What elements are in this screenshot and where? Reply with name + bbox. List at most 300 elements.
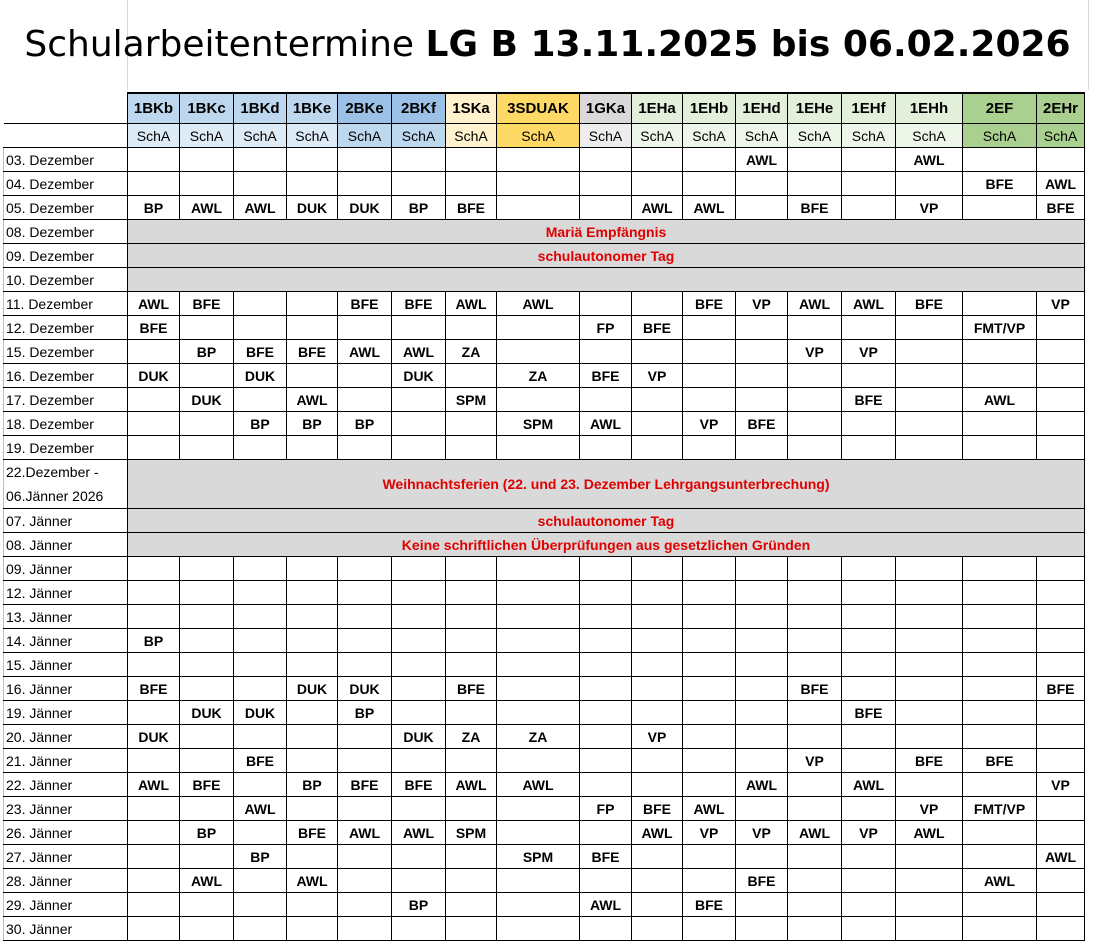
table-row — [4, 605, 1085, 629]
exam-cell — [497, 388, 580, 412]
exam-cell — [842, 845, 896, 869]
exam-cell — [128, 917, 180, 941]
holiday-cell — [128, 268, 1085, 292]
exam-cell — [788, 148, 842, 172]
exam-cell — [287, 605, 338, 629]
exam-cell: BFE — [580, 845, 632, 869]
exam-cell: BFE — [896, 749, 963, 773]
exam-cell: BFE — [788, 196, 842, 220]
exam-cell — [632, 629, 683, 653]
exam-cell — [842, 148, 896, 172]
exam-cell — [842, 725, 896, 749]
exam-cell — [580, 340, 632, 364]
exam-cell — [497, 148, 580, 172]
exam-cell — [632, 292, 683, 316]
exam-cell — [580, 917, 632, 941]
exam-cell: AWL — [963, 869, 1037, 893]
exam-cell — [683, 436, 736, 460]
table-row — [4, 292, 1085, 316]
exam-cell — [632, 172, 683, 196]
exam-cell: DUK — [180, 701, 234, 725]
exam-cell — [128, 581, 180, 605]
exam-cell: AWL — [180, 869, 234, 893]
exam-cell — [632, 605, 683, 629]
exam-cell — [180, 917, 234, 941]
exam-cell — [446, 797, 497, 821]
exam-cell — [963, 557, 1037, 581]
exam-cell — [287, 557, 338, 581]
exam-cell: BFE — [963, 749, 1037, 773]
exam-cell: AWL — [842, 292, 896, 316]
exam-cell — [788, 364, 842, 388]
exam-cell — [180, 749, 234, 773]
exam-cell — [736, 725, 788, 749]
exam-cell — [128, 340, 180, 364]
column-header-1bkc: 1BKc — [180, 93, 234, 124]
exam-cell: AWL — [963, 388, 1037, 412]
table-row — [4, 725, 1085, 749]
exam-cell — [446, 436, 497, 460]
exam-cell — [128, 172, 180, 196]
exam-cell: AWL — [736, 148, 788, 172]
exam-cell — [392, 845, 446, 869]
exam-cell — [788, 557, 842, 581]
exam-cell — [963, 677, 1037, 701]
exam-cell — [180, 172, 234, 196]
exam-cell — [683, 340, 736, 364]
exam-cell — [234, 148, 287, 172]
column-header-1gka: 1GKa — [580, 93, 632, 124]
exam-cell — [963, 845, 1037, 869]
date-cell: 13. Jänner — [4, 605, 128, 629]
exam-cell: ZA — [446, 340, 497, 364]
exam-cell: BP — [287, 412, 338, 436]
exam-cell: FP — [580, 797, 632, 821]
exam-cell — [580, 148, 632, 172]
title-bold: LG B 13.11.2025 bis 06.02.2026 — [425, 24, 1071, 65]
exam-cell: AWL — [180, 196, 234, 220]
exam-cell — [234, 773, 287, 797]
subheader-scha: SchA — [896, 124, 963, 148]
exam-cell — [338, 436, 392, 460]
exam-cell — [234, 388, 287, 412]
table-row — [4, 244, 1085, 268]
exam-cell — [632, 893, 683, 917]
exam-cell: BFE — [842, 388, 896, 412]
date-cell: 27. Jänner — [4, 845, 128, 869]
exam-cell: AWL — [788, 292, 842, 316]
table-row — [4, 268, 1085, 292]
date-cell — [4, 460, 128, 509]
exam-cell — [338, 148, 392, 172]
exam-cell: BFE — [338, 773, 392, 797]
exam-cell — [446, 749, 497, 773]
exam-cell — [446, 148, 497, 172]
holiday-cell: Weihnachtsferien (22. und 23. Dezember Lehrgangsunterbrechung) — [128, 460, 1085, 509]
exam-cell — [736, 172, 788, 196]
exam-cell — [580, 773, 632, 797]
exam-cell: VP — [842, 821, 896, 845]
table-row — [4, 148, 1085, 172]
exam-cell — [128, 557, 180, 581]
exam-cell: BFE — [287, 821, 338, 845]
exam-cell — [234, 316, 287, 340]
date-cell: 23. Jänner — [4, 797, 128, 821]
exam-cell — [497, 436, 580, 460]
exam-cell — [287, 653, 338, 677]
exam-cell — [896, 412, 963, 436]
exam-cell — [896, 388, 963, 412]
exam-cell — [180, 677, 234, 701]
exam-cell — [736, 797, 788, 821]
table-row — [4, 701, 1085, 725]
exam-cell — [896, 316, 963, 340]
exam-cell — [788, 893, 842, 917]
exam-cell: BFE — [632, 316, 683, 340]
exam-cell — [842, 412, 896, 436]
exam-cell: BFE — [683, 292, 736, 316]
exam-cell — [842, 629, 896, 653]
exam-cell — [1037, 148, 1085, 172]
exam-cell: BP — [392, 196, 446, 220]
table-row — [4, 581, 1085, 605]
exam-cell — [180, 412, 234, 436]
exam-cell — [683, 629, 736, 653]
exam-cell — [392, 388, 446, 412]
exam-cell — [392, 869, 446, 893]
exam-cell — [963, 148, 1037, 172]
subheader-scha: SchA — [963, 124, 1037, 148]
exam-cell — [128, 388, 180, 412]
exam-cell — [234, 172, 287, 196]
table-row — [4, 917, 1085, 941]
exam-cell — [287, 364, 338, 388]
table-row — [4, 340, 1085, 364]
exam-cell — [180, 893, 234, 917]
table-row — [4, 364, 1085, 388]
exam-cell — [497, 196, 580, 220]
exam-cell: BFE — [287, 340, 338, 364]
exam-cell: AWL — [338, 821, 392, 845]
table-row — [4, 893, 1085, 917]
exam-cell — [1037, 388, 1085, 412]
exam-cell — [683, 725, 736, 749]
exam-cell: SPM — [446, 388, 497, 412]
exam-cell — [896, 436, 963, 460]
exam-cell — [963, 653, 1037, 677]
exam-cell — [497, 316, 580, 340]
exam-cell: VP — [896, 797, 963, 821]
exam-cell — [497, 701, 580, 725]
exam-cell: DUK — [234, 364, 287, 388]
exam-cell — [446, 172, 497, 196]
exam-cell: BFE — [736, 412, 788, 436]
exam-cell — [896, 869, 963, 893]
exam-cell: DUK — [338, 196, 392, 220]
exam-cell — [338, 749, 392, 773]
exam-cell — [446, 845, 497, 869]
exam-cell — [632, 581, 683, 605]
exam-cell: DUK — [338, 677, 392, 701]
table-row — [4, 749, 1085, 773]
date-line-1: 22.Dezember - — [6, 464, 99, 480]
exam-cell — [632, 773, 683, 797]
exam-cell — [1037, 821, 1085, 845]
exam-cell: FMT/VP — [963, 797, 1037, 821]
exam-cell — [446, 917, 497, 941]
exam-cell — [497, 893, 580, 917]
exam-cell — [580, 677, 632, 701]
exam-cell: DUK — [287, 677, 338, 701]
exam-cell — [1037, 725, 1085, 749]
exam-cell — [234, 605, 287, 629]
subheader-blank — [4, 124, 128, 148]
table-row — [4, 196, 1085, 220]
exam-cell — [128, 412, 180, 436]
exam-cell — [497, 869, 580, 893]
exam-cell — [683, 869, 736, 893]
exam-cell — [392, 172, 446, 196]
exam-cell — [180, 148, 234, 172]
exam-cell — [683, 749, 736, 773]
exam-cell — [896, 893, 963, 917]
subheader-scha: SchA — [736, 124, 788, 148]
exam-cell: DUK — [180, 388, 234, 412]
exam-cell — [287, 436, 338, 460]
subheader-scha: SchA — [234, 124, 287, 148]
title-normal: Schularbeitentermine — [24, 24, 426, 65]
exam-cell — [736, 701, 788, 725]
exam-cell: BFE — [963, 172, 1037, 196]
column-header-2ef: 2EF — [963, 93, 1037, 124]
date-cell: 03. Dezember — [4, 148, 128, 172]
exam-cell — [497, 340, 580, 364]
exam-cell — [736, 629, 788, 653]
exam-cell — [287, 581, 338, 605]
date-cell: 22. Jänner — [4, 773, 128, 797]
schedule-table — [3, 92, 1085, 941]
exam-cell: BFE — [234, 340, 287, 364]
exam-cell — [128, 749, 180, 773]
exam-cell — [180, 797, 234, 821]
exam-cell — [632, 340, 683, 364]
exam-cell — [963, 436, 1037, 460]
exam-cell — [683, 557, 736, 581]
exam-cell — [896, 629, 963, 653]
exam-cell — [446, 412, 497, 436]
column-header-1ska: 1SKa — [446, 93, 497, 124]
exam-cell — [287, 172, 338, 196]
date-cell: 19. Jänner — [4, 701, 128, 725]
table-row — [4, 172, 1085, 196]
exam-cell: BFE — [896, 292, 963, 316]
exam-cell — [338, 797, 392, 821]
exam-cell — [234, 893, 287, 917]
exam-cell — [497, 653, 580, 677]
exam-cell — [963, 917, 1037, 941]
date-cell: 11. Dezember — [4, 292, 128, 316]
exam-cell — [392, 749, 446, 773]
exam-cell — [788, 412, 842, 436]
exam-cell — [788, 605, 842, 629]
exam-cell — [736, 436, 788, 460]
exam-cell — [580, 725, 632, 749]
exam-cell: BFE — [338, 292, 392, 316]
table-row — [4, 845, 1085, 869]
column-header-1bkb: 1BKb — [128, 93, 180, 124]
date-cell: 19. Dezember — [4, 436, 128, 460]
column-header-3sduak: 3SDUAK — [497, 93, 580, 124]
exam-cell: VP — [736, 292, 788, 316]
exam-cell — [683, 364, 736, 388]
exam-cell — [234, 677, 287, 701]
date-cell: 04. Dezember — [4, 172, 128, 196]
exam-cell — [788, 869, 842, 893]
exam-cell — [180, 581, 234, 605]
exam-cell — [446, 316, 497, 340]
date-cell: 09. Dezember — [4, 244, 128, 268]
exam-cell — [446, 364, 497, 388]
exam-cell — [1037, 412, 1085, 436]
exam-cell — [788, 701, 842, 725]
subheader-scha: SchA — [683, 124, 736, 148]
column-header-1bke: 1BKe — [287, 93, 338, 124]
exam-cell — [446, 893, 497, 917]
exam-cell — [896, 653, 963, 677]
date-cell: 16. Jänner — [4, 677, 128, 701]
exam-cell — [896, 605, 963, 629]
exam-cell — [287, 292, 338, 316]
exam-cell — [392, 677, 446, 701]
exam-cell — [683, 316, 736, 340]
exam-cell: AWL — [632, 196, 683, 220]
exam-cell — [1037, 629, 1085, 653]
exam-cell: AWL — [128, 773, 180, 797]
table-row — [4, 509, 1085, 533]
table-row — [4, 436, 1085, 460]
exam-cell: AWL — [842, 773, 896, 797]
table-row — [4, 797, 1085, 821]
exam-cell — [580, 172, 632, 196]
exam-cell — [1037, 316, 1085, 340]
exam-cell — [338, 629, 392, 653]
column-header-1ehh: 1EHh — [896, 93, 963, 124]
subheader-scha: SchA — [287, 124, 338, 148]
exam-cell — [128, 701, 180, 725]
exam-cell: BFE — [392, 292, 446, 316]
exam-cell: BFE — [128, 677, 180, 701]
exam-cell — [788, 845, 842, 869]
exam-cell — [392, 605, 446, 629]
exam-cell — [1037, 653, 1085, 677]
exam-cell — [1037, 340, 1085, 364]
exam-cell: BFE — [180, 292, 234, 316]
exam-cell — [788, 773, 842, 797]
exam-cell — [287, 917, 338, 941]
exam-cell: AWL — [1037, 845, 1085, 869]
exam-cell — [896, 677, 963, 701]
exam-cell — [338, 869, 392, 893]
exam-cell — [963, 364, 1037, 388]
date-cell: 29. Jänner — [4, 893, 128, 917]
exam-cell — [180, 316, 234, 340]
exam-cell — [234, 557, 287, 581]
subheader-scha: SchA — [632, 124, 683, 148]
exam-cell — [180, 629, 234, 653]
exam-cell: DUK — [287, 196, 338, 220]
exam-cell: SPM — [446, 821, 497, 845]
exam-cell — [497, 677, 580, 701]
exam-cell — [1037, 701, 1085, 725]
exam-cell: AWL — [338, 340, 392, 364]
exam-cell — [497, 605, 580, 629]
exam-cell — [842, 917, 896, 941]
date-cell: 15. Dezember — [4, 340, 128, 364]
exam-cell — [234, 725, 287, 749]
exam-cell: DUK — [128, 364, 180, 388]
exam-cell — [1037, 364, 1085, 388]
exam-cell: DUK — [392, 364, 446, 388]
exam-cell: AWL — [683, 797, 736, 821]
exam-cell: BFE — [788, 677, 842, 701]
exam-cell — [842, 436, 896, 460]
date-cell: 16. Dezember — [4, 364, 128, 388]
exam-cell — [338, 893, 392, 917]
exam-cell — [963, 701, 1037, 725]
exam-cell — [1037, 557, 1085, 581]
exam-cell — [580, 653, 632, 677]
exam-cell: AWL — [497, 292, 580, 316]
exam-cell — [338, 605, 392, 629]
exam-cell — [963, 821, 1037, 845]
table-row — [4, 677, 1085, 701]
exam-cell — [128, 893, 180, 917]
exam-cell — [683, 605, 736, 629]
exam-cell — [842, 677, 896, 701]
subheader-scha: SchA — [842, 124, 896, 148]
exam-cell — [1037, 749, 1085, 773]
table-row — [4, 653, 1085, 677]
exam-cell — [896, 725, 963, 749]
exam-cell — [736, 196, 788, 220]
exam-cell — [338, 557, 392, 581]
column-header-2ehr: 2EHr — [1037, 93, 1085, 124]
date-cell: 21. Jänner — [4, 749, 128, 773]
exam-cell: AWL — [580, 893, 632, 917]
exam-cell — [338, 316, 392, 340]
exam-cell: ZA — [497, 364, 580, 388]
exam-cell — [446, 557, 497, 581]
subheader-scha: SchA — [392, 124, 446, 148]
exam-cell — [338, 581, 392, 605]
exam-cell — [896, 364, 963, 388]
exam-cell — [1037, 917, 1085, 941]
date-cell: 08. Dezember — [4, 220, 128, 244]
exam-cell: BP — [180, 340, 234, 364]
exam-cell — [842, 869, 896, 893]
exam-cell: AWL — [736, 773, 788, 797]
exam-cell — [736, 316, 788, 340]
column-header-1ehd: 1EHd — [736, 93, 788, 124]
subheader-scha: SchA — [497, 124, 580, 148]
exam-cell: AWL — [580, 412, 632, 436]
exam-cell — [683, 172, 736, 196]
exam-cell: VP — [1037, 773, 1085, 797]
exam-cell — [497, 749, 580, 773]
exam-cell — [842, 605, 896, 629]
exam-cell: BP — [338, 701, 392, 725]
exam-cell — [392, 581, 446, 605]
